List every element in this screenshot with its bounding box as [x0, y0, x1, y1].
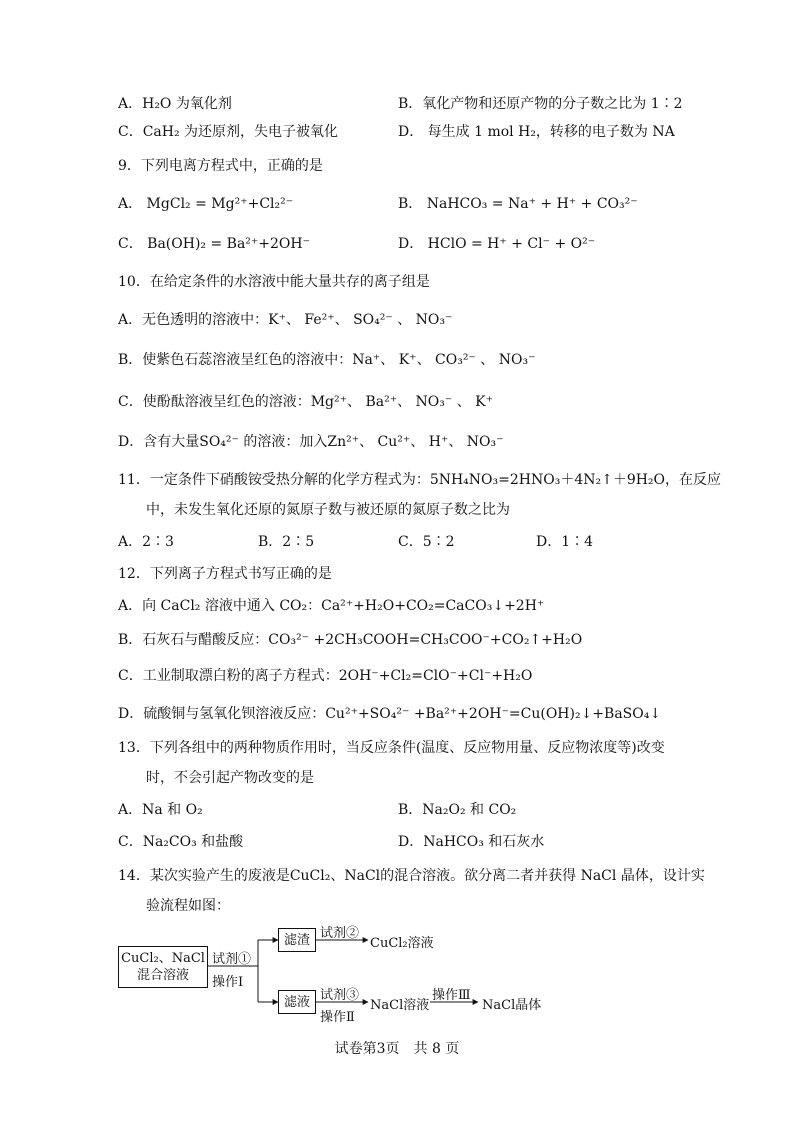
- q9-option-a: A． MgCl₂ = Mg²⁺+Cl₂²⁻: [118, 196, 294, 212]
- q9-option-d: D． HClO = H⁺ + Cl⁻ + O²⁻: [398, 236, 596, 252]
- reagent1-label: 试剂①: [212, 952, 252, 967]
- q14-stem-line2: 验流程如图：: [146, 898, 230, 914]
- q10-option-c: C．使酚酞溶液呈红色的溶液：Mg²⁺、 Ba²⁺、 NO₃⁻ 、 K⁺: [118, 394, 494, 410]
- q12-option-d: D．硫酸铜与氢氧化钡溶液反应：Cu²⁺+SO₄²⁻ +Ba²⁺+2OH⁻=Cu(OH)₂↓+BaSO₄↓: [118, 706, 662, 722]
- residue-label: 滤渣: [283, 932, 310, 948]
- mixed-solution-box: [118, 946, 208, 988]
- q10-option-a: A．无色透明的溶液中：K⁺、 Fe²⁺、 SO₄²⁻ 、 NO₃⁻: [118, 312, 453, 328]
- mixed-solution-line2: 混合溶液: [136, 968, 189, 983]
- q8-option-c: C．CaH₂ 为还原剂，失电子被氧化: [118, 124, 339, 140]
- reagent3-label: 试剂③: [320, 988, 360, 1003]
- q9-stem: 9．下列电离方程式中，正确的是: [118, 158, 323, 174]
- q9-option-c: C． Ba(OH)₂ = Ba²⁺+2OH⁻: [118, 236, 311, 252]
- separation-flow-diagram: [118, 918, 558, 1025]
- q12-stem: 12．下列离子方程式书写正确的是: [118, 566, 332, 582]
- q11-stem-line1: 11．一定条件下硝酸铵受热分解的化学方程式为：5NH₄NO₃=2HNO₃＋4N₂↑＋9H₂O，在反应: [118, 472, 722, 488]
- q13-option-b: B．Na₂O₂ 和 CO₂: [398, 802, 517, 818]
- q11-option-b: B．2∶5: [258, 534, 315, 550]
- operation1-label: 操作Ⅰ: [212, 975, 244, 990]
- q12-option-c: C．工业制取漂白粉的离子方程式：2OH⁻+Cl₂=ClO⁻+Cl⁻+H₂O: [118, 668, 533, 684]
- mixed-solution-line1: CuCl₂、NaCl: [121, 951, 205, 966]
- q11-stem-line2: 中，未发生氧化还原的氮原子数与被还原的氮原子数之比为: [146, 502, 510, 518]
- q12-option-b: B．石灰石与醋酸反应：CO₃²⁻ +2CH₃COOH=CH₃COO⁻+CO₂↑+H₂O: [118, 632, 583, 648]
- q13-stem-line2: 时，不会引起产物改变的是: [146, 770, 314, 786]
- total-pages: 共 8 页: [413, 1041, 460, 1057]
- reagent2-label: 试剂②: [320, 926, 360, 941]
- operation2-label: 操作Ⅱ: [320, 1010, 355, 1025]
- q10-option-d: D．含有大量SO₄²⁻ 的溶液：加入Zn²⁺、 Cu²⁺、 H⁺、 NO₃⁻: [118, 434, 504, 450]
- q11-option-d: D．1∶4: [536, 534, 594, 550]
- q10-option-b: B．使紫色石蕊溶液呈红色的溶液中：Na⁺、 K⁺、 CO₃²⁻ 、 NO₃⁻: [118, 352, 536, 368]
- filtrate-box: [278, 990, 316, 1014]
- q8-option-d: D． 每生成 1 mol H₂，转移的电子数为 NA: [398, 124, 675, 140]
- q13-option-c: C．Na₂CO₃ 和盐酸: [118, 834, 244, 850]
- q13-option-d: D．NaHCO₃ 和石灰水: [398, 834, 545, 850]
- q11-option-a: A．2∶3: [118, 534, 174, 550]
- q13-stem-line1: 13．下列各组中的两种物质作用时，当反应条件(温度、反应物用量、反应物浓度等)改变: [118, 740, 665, 756]
- q14-stem-line1: 14．某次实验产生的废液是CuCl₂、NaCl的混合溶液。欲分离二者并获得 NaCl 晶体，设计实: [118, 868, 705, 884]
- q10-stem: 10．在给定条件的水溶液中能大量共存的离子组是: [118, 274, 430, 290]
- q8-option-b: B．氧化产物和还原产物的分子数之比为 1∶2: [398, 96, 683, 112]
- page-footer: [0, 1038, 794, 1058]
- operation3-label: 操作Ⅲ: [432, 988, 471, 1003]
- cucl2-solution-label: CuCl₂溶液: [370, 936, 434, 951]
- residue-box: [278, 928, 316, 952]
- page-number: 试卷第3页: [334, 1041, 400, 1057]
- q12-option-a: A．向 CaCl₂ 溶液中通入 CO₂：Ca²⁺+H₂O+CO₂=CaCO₃↓+2H⁺: [118, 598, 545, 614]
- q9-option-b: B． NaHCO₃ = Na⁺ + H⁺ + CO₃²⁻: [398, 196, 638, 212]
- q11-option-c: C．5∶2: [398, 534, 455, 550]
- filtrate-label: 滤液: [283, 994, 310, 1010]
- nacl-crystal-label: NaCl晶体: [482, 998, 542, 1013]
- nacl-solution-label: NaCl溶液: [370, 998, 430, 1013]
- q8-option-a: A．H₂O 为氧化剂: [118, 96, 232, 112]
- q13-option-a: A．Na 和 O₂: [118, 802, 203, 818]
